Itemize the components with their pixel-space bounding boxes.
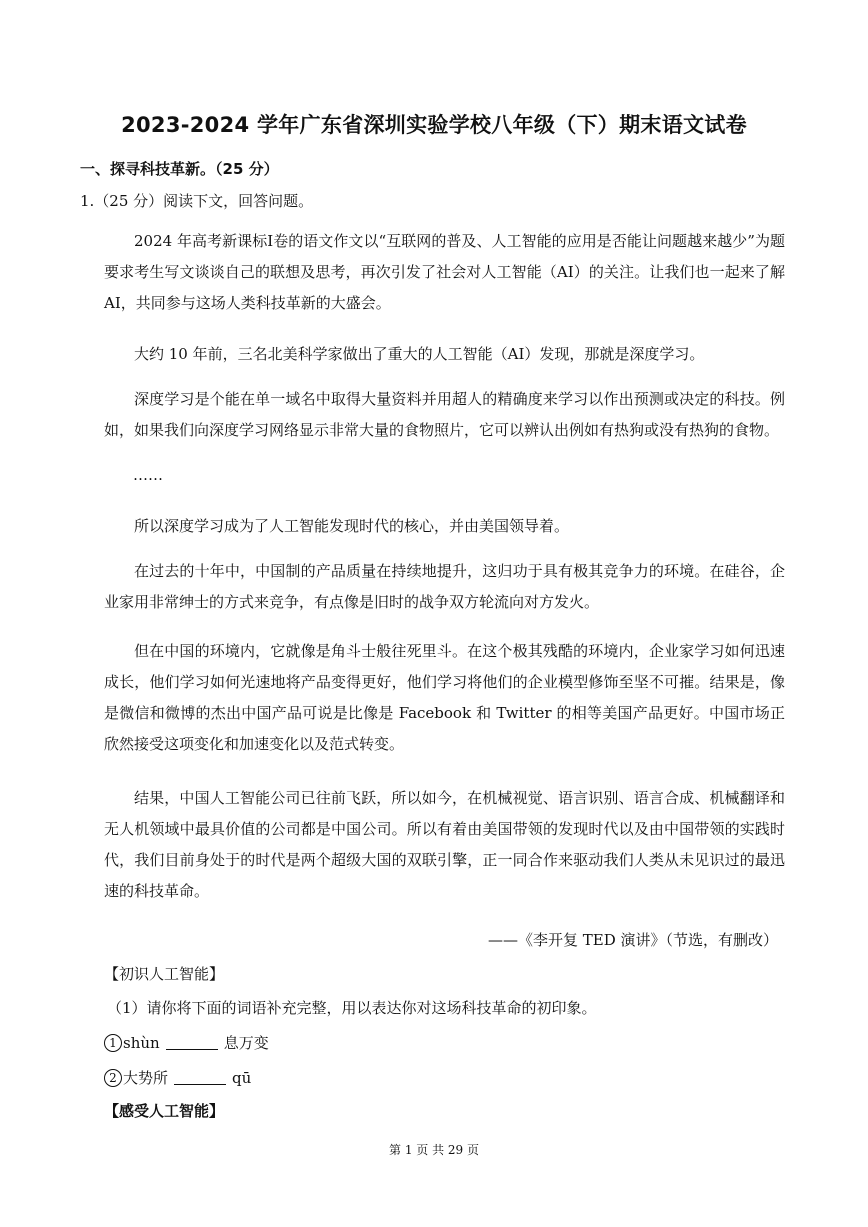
passage-paragraph-7: 结果，中国人工智能公司已往前飞跃，所以如今，在机械视觉、语言识别、语言合成、机械翻译和无人机领域中最具价值的公司都是中国公司。所以有着由美国带领的发现时代以及由中国带领的实践时代，我们目前身处于的时代是两个超级大国的双联引擎，正一同合作来驱动我们人类从未见识过的最迅速的科技革命。 <box>104 789 785 900</box>
passage-source: ——《李开复 TED 演讲》（节选，有删改） <box>487 931 778 949</box>
section-heading: 一、探寻科技革新。（25 分） <box>80 160 279 178</box>
answer-blank[interactable] <box>166 1035 218 1050</box>
passage-ellipsis: …… <box>133 466 163 484</box>
passage-paragraph-2: 大约 10 年前，三名北美科学家做出了重大的人工智能（AI）发现，那就是深度学习。 <box>134 345 705 363</box>
passage-paragraph-3: 深度学习是个能在单一域名中取得大量资料并用超人的精确度来学习以作出预测或决定的科技。例如，如果我们向深度学习网络显示非常大量的食物照片，它可以辨认出例如有热狗或没有热狗的食物。 <box>104 390 785 439</box>
sub-question-1: （1）请你将下面的词语补充完整，用以表达你对这场科技革命的初印象。 <box>107 999 597 1017</box>
question-intro: 1.（25 分）阅读下文，回答问题。 <box>80 192 314 210</box>
fill-item-prefix: shùn <box>123 1034 160 1052</box>
passage-paragraph-4: 所以深度学习成为了人工智能发现时代的核心，并由美国领导着。 <box>134 517 570 535</box>
fill-item-prefix: 大势所 <box>123 1069 169 1087</box>
page-footer: 第 1 页 共 29 页 <box>389 1143 479 1157</box>
fill-item-2 <box>104 1067 251 1088</box>
passage-paragraph-1: 2024 年高考新课标Ⅰ卷的语文作文以“互联网的普及、人工智能的应用是否能让问题越来越少”为题要求考生写文谈谈自己的联想及思考，再次引发了社会对人工智能（AI）的关注。让我们也一起来了解 AI，共同参与这场人类科技革新的大盛会。 <box>104 232 785 312</box>
circled-number: 1 <box>104 1034 122 1052</box>
fill-item-suffix: 息万变 <box>223 1034 269 1052</box>
fill-item-1 <box>104 1032 269 1053</box>
answer-blank[interactable] <box>174 1070 226 1085</box>
subsection-heading-2: 【感受人工智能】 <box>104 1102 225 1120</box>
fill-item-suffix: qū <box>232 1069 252 1087</box>
subsection-heading-1: 【初识人工智能】 <box>104 965 225 983</box>
circled-number: 2 <box>104 1069 122 1087</box>
page-title: 2023-2024 学年广东省深圳实验学校八年级（下）期末语文试卷 <box>121 113 747 137</box>
passage-paragraph-6: 但在中国的环境内，它就像是角斗士般往死里斗。在这个极其残酷的环境内，企业家学习如何迅速成长，他们学习如何光速地将产品变得更好，他们学习将他们的企业模型修饰至坚不可摧。结果是，像是微信和微博的杰出中国产品可说是比像是 Facebook 和 Twitter 的相等美国产品更好。中国市场正欣然接受这项变化和加速变化以及范式转变。 <box>104 642 785 753</box>
passage-paragraph-5: 在过去的十年中，中国制的产品质量在持续地提升，这归功于具有极其竞争力的环境。在硅谷，企业家用非常绅士的方式来竞争，有点像是旧时的战争双方轮流向对方发火。 <box>104 562 785 611</box>
